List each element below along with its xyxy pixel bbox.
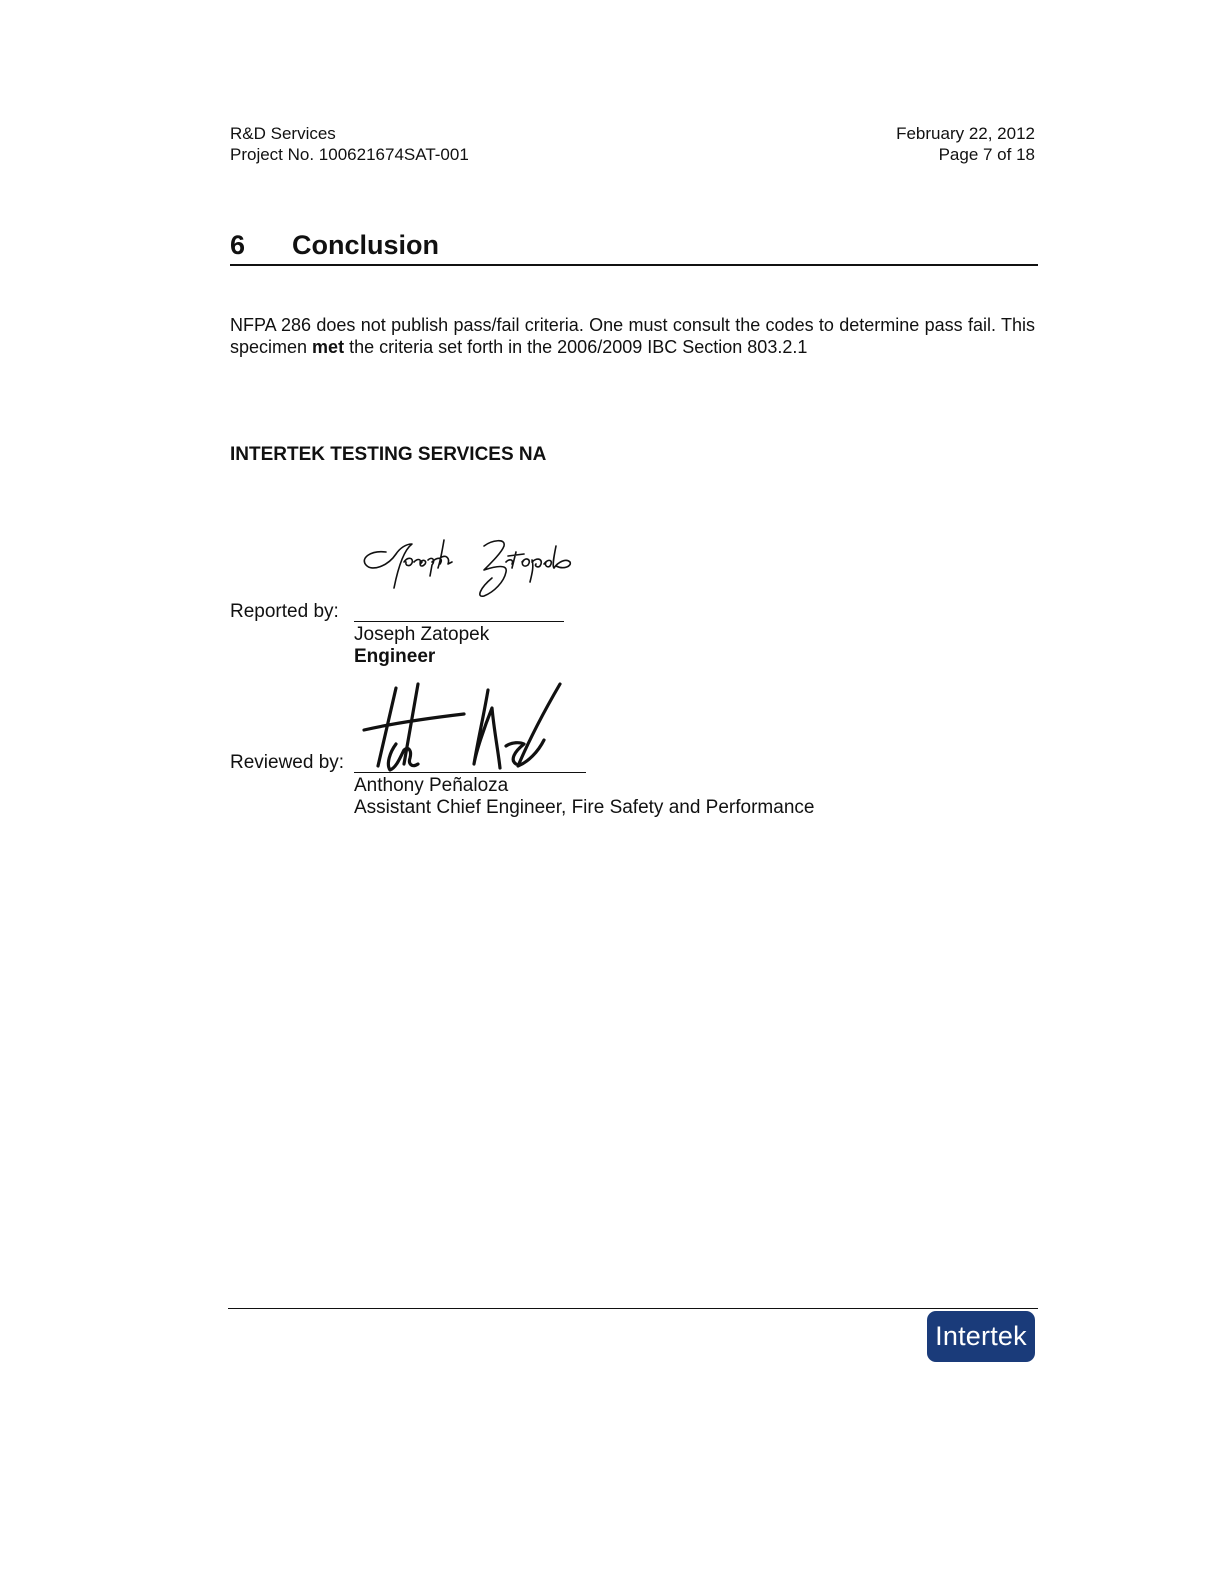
footer-rule bbox=[228, 1308, 1038, 1309]
conclusion-text-part2: the criteria set forth in the 2006/2009 IBC Section 803.2.1 bbox=[344, 337, 808, 357]
reported-by-label: Reported by: bbox=[230, 601, 339, 622]
section-number: 6 bbox=[230, 230, 246, 260]
reviewer-block bbox=[354, 775, 814, 819]
department-name: R&D Services bbox=[230, 124, 336, 143]
section-heading bbox=[230, 230, 1038, 266]
reporter-title: Engineer bbox=[354, 646, 436, 667]
page-number: Page 7 of 18 bbox=[938, 145, 1035, 164]
reviewed-signature-line bbox=[354, 772, 586, 773]
conclusion-text-part1: NFPA 286 does not publish pass/fail criteria. One must consult the codes to determine pass fail. This specimen bbox=[230, 315, 1035, 357]
header-right bbox=[896, 123, 1035, 165]
reviewer-name: Anthony Peñaloza bbox=[354, 775, 509, 796]
report-date: February 22, 2012 bbox=[896, 124, 1035, 143]
project-number: Project No. 100621674SAT-001 bbox=[230, 145, 469, 164]
organization-name: INTERTEK TESTING SERVICES NA bbox=[230, 444, 547, 465]
reporter-signature bbox=[356, 532, 586, 604]
reported-signature-line bbox=[354, 621, 564, 622]
intertek-logo: Intertek bbox=[927, 1311, 1035, 1362]
section-title: Conclusion bbox=[292, 230, 439, 260]
conclusion-paragraph bbox=[230, 314, 1035, 358]
reviewer-title: Assistant Chief Engineer, Fire Safety and Performance bbox=[354, 797, 815, 818]
reporter-block bbox=[354, 624, 489, 668]
reviewer-signature bbox=[360, 680, 580, 776]
reporter-name: Joseph Zatopek bbox=[354, 624, 490, 645]
reviewed-by-label: Reviewed by: bbox=[230, 752, 345, 773]
conclusion-emphasis: met bbox=[312, 337, 345, 357]
header-left bbox=[230, 123, 469, 165]
